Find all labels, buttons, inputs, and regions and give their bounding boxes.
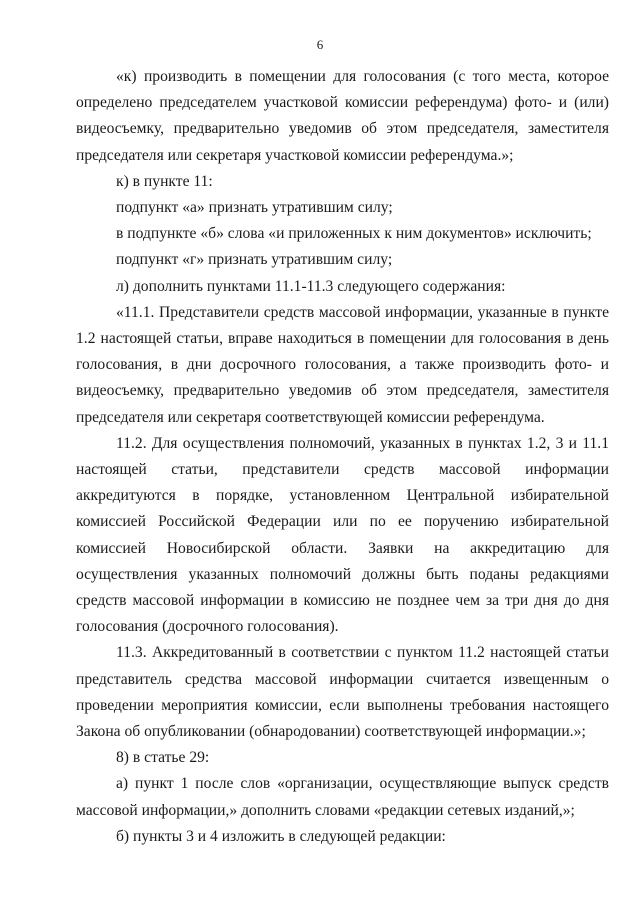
paragraph-k-point-11: к) в пункте 11: bbox=[116, 172, 213, 190]
page-number: 6 bbox=[316, 37, 324, 52]
paragraph-11-3: 11.3. Аккредитованный в соответствии с пунктом 11.2 настоящей статьи представитель средства массовой информации считается извещенным о проведении мероприятия комиссии, если выполнены требования настоящего Закона об опубликовании (обнародовании) соответствующей информации.»; bbox=[76, 644, 609, 741]
paragraph-subpoint-g: подпункт «г» признать утратившим силу; bbox=[116, 251, 393, 269]
document-body bbox=[76, 64, 609, 850]
paragraph-l-add-points: л) дополнить пунктами 11.1-11.3 следующего содержания: bbox=[116, 277, 506, 295]
paragraph-k-photo: «к) производить в помещении для голосования (с того места, которое определено председателем участковой комиссии референдума) фото- и (или) видеосъемку, предварительно уведомив об этом председателя, заместителя председателя или секретаря участковой комиссии референдума.»; bbox=[76, 68, 609, 164]
paragraph-article-29: 8) в статье 29: bbox=[116, 749, 210, 767]
paragraph-11-2: 11.2. Для осуществления полномочий, указанных в пунктах 1.2, 3 и 11.1 настоящей статьи, представители средств массовой информации аккредитуются в порядке, установленном Центральной избирательной комиссией Российской Федерации или по ее поручению избирательной комиссией Новосибирской области. Заявки на аккредитацию для осуществления указанных полномочий должны быть поданы редакциями средств массовой информации в комиссию не позднее чем за три дня до дня голосования (досрочного голосования). bbox=[76, 434, 609, 636]
paragraph-11-1: «11.1. Представители средств массовой информации, указанные в пункте 1.2 настоящей статьи, вправе находиться в помещении для голосования в день голосования, в дни досрочного голосования, а также производить фото- и видеосъемку, предварительно уведомив об этом председателя, заместителя председателя или секретаря соответствующей комиссии референдума. bbox=[76, 303, 609, 426]
paragraph-b-points-3-4: б) пункты 3 и 4 изложить в следующей редакции: bbox=[116, 827, 446, 845]
paragraph-subpoint-a: подпункт «а» признать утратившим силу; bbox=[116, 199, 393, 217]
paragraph-a-point-1: а) пункт 1 после слов «организации, осуществляющие выпуск средств массовой информации,» дополнить словами «редакции сетевых изданий,»; bbox=[76, 775, 609, 819]
paragraph-subpoint-b: в подпункте «б» слова «и приложенных к ним документов» исключить; bbox=[116, 225, 592, 243]
